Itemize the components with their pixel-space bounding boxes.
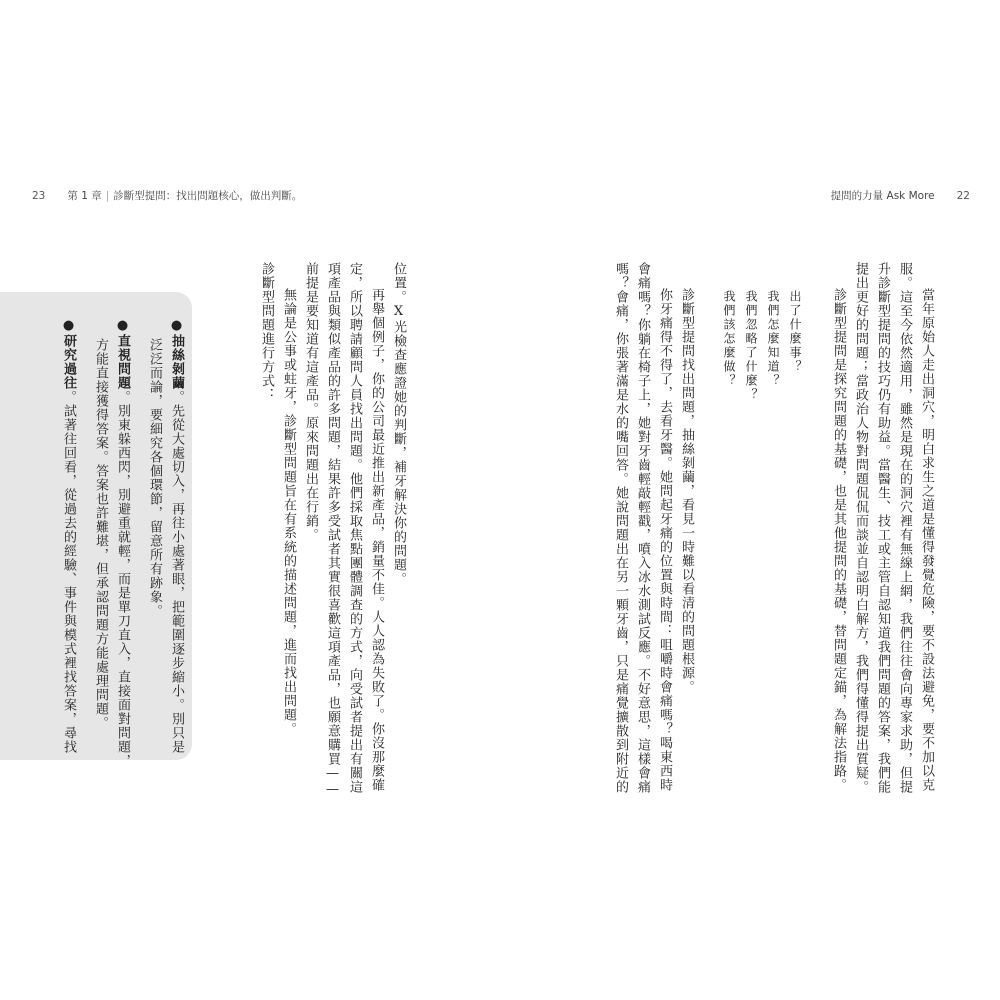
- right-col-9: 嗎？會痛，你張著滿是水的嘴回答。她說問題出在另一顆牙齒，只是痛覺擴散到附近的: [613, 262, 628, 794]
- question-1: 出了什麼事？: [788, 290, 802, 374]
- question-3: 我們忽略了什麼？: [744, 290, 758, 402]
- right-col-2: 服。這至今依然適用，雖然是現在的洞穴裡有無線上網，我們往往會向專家求助，但提: [897, 262, 912, 794]
- bullet-1-line-1: [166, 318, 186, 754]
- bullet-2-term: 直視問題: [115, 334, 130, 390]
- book-title: 提問的力量 Ask More: [830, 190, 935, 202]
- left-col-1: 位置。X光檢查應證她的判斷，補牙解決你的問題。: [391, 262, 406, 586]
- left-col-3: 定，所以聘請顧問人員找出問題。他們採取焦點團體調查的方式，向受試者提出有關這: [347, 262, 362, 794]
- bullet-1-text: 。先從大處切入，再往小處著眼，把範圍逐步縮小。別只是: [169, 390, 184, 754]
- page-number-right: 22: [956, 190, 970, 202]
- right-col-1: 當年原始人走出洞穴，明白求生之道是懂得發覺危險，要不設法避免，要不加以克: [919, 288, 934, 792]
- left-col-6: 無論是公事或蛀牙，診斷型問題旨在有系統的描述問題，進而找出問題。: [281, 288, 296, 736]
- right-col-4: 提出更好的問題；當政治人物對問題侃侃而談並自認明白解方，我們得懂得提出質疑。: [853, 262, 868, 794]
- bullet-2-line-2: 方能直接獲得答案。答案也許難堪，但承認問題方能處理問題。: [93, 338, 108, 730]
- bullet-1-term: 抽絲剝繭: [169, 334, 184, 390]
- bullet-3-term: 研究過往: [61, 334, 76, 390]
- header-right: [831, 188, 970, 203]
- chapter-title: 診斷型提問：找出問題核心，做出判斷。: [113, 190, 303, 202]
- left-col-5: 前提是要知道有這產品。原來問題出在行銷。: [303, 262, 318, 542]
- page-number-left: 23: [32, 190, 46, 202]
- left-col-2: 再舉個例子，你的公司最近推出新產品，銷量不佳。人人認為失敗了。你沒那麼確: [369, 288, 384, 792]
- bullet-marker-2: ●: [115, 318, 130, 334]
- bullet-marker-3: ●: [61, 318, 76, 334]
- right-col-5: 診斷型提問是探究問題的基礎，也是其他提問的基礎，替問題定錨，為解法指路。: [831, 288, 846, 792]
- bullet-3-line-1: [58, 318, 78, 754]
- right-col-8: 會痛嗎？你躺在椅子上，她對牙齒輕敲輕戳，噴入冰水測試反應。不好意思，這樣會痛: [635, 262, 650, 794]
- question-4: 我們該怎麼做？: [722, 290, 736, 388]
- right-col-6: 診斷型提問找出問題，抽絲剝繭，看見一時難以看清的問題根源。: [679, 288, 694, 694]
- left-col-7: 診斷型問題進行方式：: [259, 262, 274, 402]
- header-separator: |: [105, 190, 110, 202]
- bullet-2-line-1: [112, 318, 132, 768]
- left-col-4: 項產品與類似產品的許多問題，結果許多受試者其實很喜歡這項產品，也願意購買——: [325, 262, 340, 798]
- bullet-2-text: 。別東躲西閃，別避重就輕，而是單刀直入，直接面對問題，: [115, 390, 130, 768]
- chapter-label: 第 1 章: [67, 190, 102, 202]
- header-left: [32, 188, 302, 203]
- bullet-3-text: 。試著往回看，從過去的經驗、事件與模式裡找答案，尋找: [61, 390, 76, 754]
- bullet-1-line-2: 泛泛而論，要細究各個環節，留意所有跡象。: [147, 338, 162, 618]
- question-2: 我們怎麼知道？: [766, 290, 780, 388]
- bullet-marker-1: ●: [169, 318, 184, 334]
- right-col-3: 升診斷型提問的技巧仍有助益。當醫生、技工或主管自認知道我們問題的答案，我們能: [875, 262, 890, 794]
- right-col-7: 你牙痛得不得了，去看牙醫。她問起牙痛的位置與時間：咀嚼時會痛嗎？喝東西時: [657, 288, 672, 792]
